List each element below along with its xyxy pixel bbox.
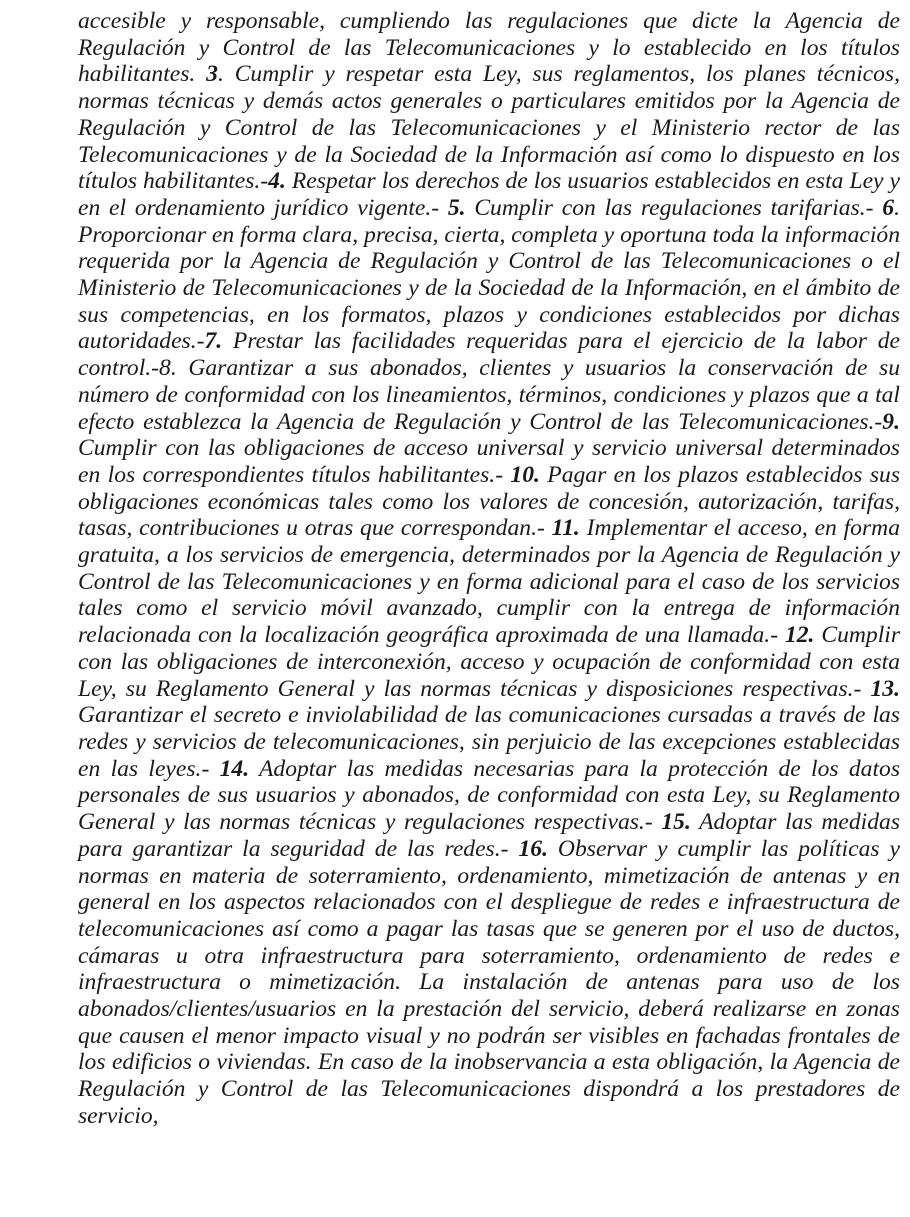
text-segment: Pagar en los plazos establecidos sus obligaciones económicas tales como los valores de concesión, autorización, tarifas, tasas, contribuciones u otras que correspondan.- — [78, 461, 900, 542]
item-number: 6 — [882, 194, 895, 221]
item-number: 9. — [882, 408, 900, 435]
item-number: 11. — [551, 515, 580, 542]
item-number: 15. — [661, 809, 691, 836]
item-number: 3 — [206, 61, 218, 88]
text-segment: . Proporcionar en forma clara, precisa, cierta, completa y oportuna toda la información requerida por la Agencia de Regulación y Control de las Telecomunicaciones o el Ministerio de Telecomunicaciones y de la Sociedad de la Información, en el ámbito de sus competencias, en los formatos, plazos y condiciones establecidos por dichas autoridades.- — [78, 194, 900, 355]
text-segment: Cumplir con las obligaciones de acceso universal y servicio universal determinados en los correspondientes títulos habilitantes.- — [78, 435, 900, 488]
text-segment: accesible y responsable, cumpliendo las regulaciones que dicte la Agencia de Regulación y Control de las Telecomunicaciones y lo establecido en los títulos habilitantes. — [78, 8, 900, 88]
text-segment: Prestar las facilidades requeridas para el ejercicio de la labor de control.-8. Garantizar a sus abonados, clientes y usuarios la conservación de su número de conformidad con los lineamientos, términos, condiciones y plazos que a tal efecto establezca la Agencia de Regulación y Control de las Telecomunicaciones.- — [78, 328, 900, 435]
item-number: 10. — [510, 461, 540, 488]
item-number: 4. — [268, 168, 286, 195]
text-segment: Adoptar las medidas necesarias para la protección de los datos personales de sus usuarios y abonados, de conformidad con esta Ley, su Reglamento General y las normas técnicas y regulaciones respectivas.- — [78, 755, 900, 836]
text-segment: Observar y cumplir las políticas y normas en materia de soterramiento, ordenamiento, mimetización de antenas y en general en los aspectos relacionados con el despliegue de redes e infraestructura de telecomunicaciones así como a pagar las tasas que se generen por el uso de ductos, cámaras u otra infraestructura para soterramiento, ordenamiento de redes e infraestructura o mimetización. La instalación de antenas para uso de los abonados/clientes/usuarios en la prestación del servicio, deberá realizarse en zonas que causen el menor impacto visual y no podrán ser visibles en fachadas frontales de los edificios o viviendas. En caso de la inobservancia a esta obligación, la Agencia de Regulación y Control de las Telecomunicaciones dispondrá a los prestadores de servicio, — [78, 835, 901, 1129]
item-number: 13. — [870, 675, 900, 702]
item-number: 7. — [204, 328, 223, 355]
item-number: 16. — [518, 835, 548, 862]
text-segment: Cumplir con las obligaciones de interconexión, acceso y ocupación de conformidad con esta Ley, su Reglamento General y las normas técnicas y disposiciones respectivas.- — [78, 622, 900, 702]
item-number: 5. — [447, 194, 466, 221]
text-segment: Adoptar las medidas para garantizar la seguridad de las redes.- — [78, 809, 901, 862]
text-segment: Implementar el acceso, en forma gratuita, a los servicios de emergencia, determinados por la Agencia de Regulación y Control de las Telecomunicaciones y en forma adicional para el caso de los servicios tales como el servicio móvil avanzado, cumplir con la entrega de información relacionada con la localización geográfica aproximada de una llamada.- — [78, 515, 900, 649]
text-segment: Respetar los derechos de los usuarios establecidos en esta Ley y en el ordenamiento jurídico vigente.- — [78, 168, 900, 221]
body-paragraph — [78, 8, 900, 1130]
item-number: 14. — [219, 755, 250, 782]
text-segment: . Cumplir y respetar esta Ley, sus reglamentos, los planes técnicos, normas técnicas y demás actos generales o particulares emitidos por la Agencia de Regulación y Control de las Telecomunicaciones y el Ministerio rector de las Telecomunicaciones y de la Sociedad de la Información así como lo dispuesto en los títulos habilitantes.- — [78, 61, 900, 195]
item-number: 12. — [784, 622, 815, 649]
text-segment: Garantizar el secreto e inviolabilidad de las comunicaciones cursadas a través de las redes y servicios de telecomunicaciones, sin perjuicio de las excepciones establecidas en las leyes.- — [78, 702, 900, 782]
text-segment: Cumplir con las regulaciones tarifarias.- — [465, 194, 883, 221]
